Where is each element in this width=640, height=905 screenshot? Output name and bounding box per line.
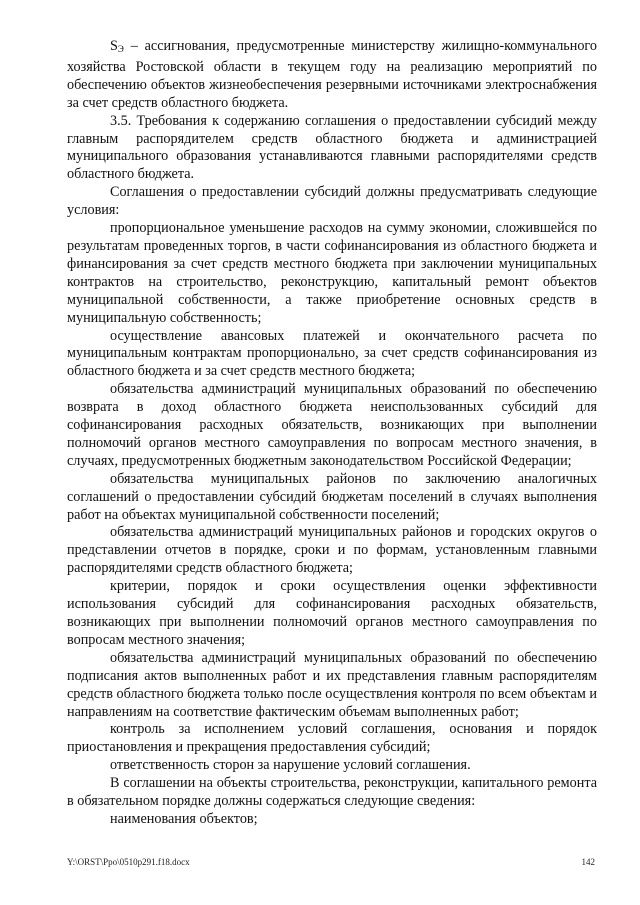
list-item: осуществление авансовых платежей и окончательного расчета по муниципальным контрактам пропорционально, за счет средств софинансирования из областного бюджета и за счет средств местного бюджета;: [67, 327, 597, 380]
list-item: ответственность сторон за нарушение условий соглашения.: [110, 757, 471, 774]
list-item: обязательства администраций муниципальных образований по обеспечению возврата в доход областного бюджета неиспользованных субсидий для софинансирования расходных обязательств, возникающих при выполнении полномочий органов местного самоуправления по вопросам местного значения, в случаях, предусмотренных бюджетным законодательством Российской Федерации;: [67, 381, 597, 469]
paragraph: 3.5. Требования к содержанию соглашения о предоставлении субсидий между главным распорядителем средств областного бюджета и администрацией муниципального образования устанавливаются главными распорядителями средств областного бюджета.: [67, 112, 597, 183]
list-item: обязательства администраций муниципальных районов и городских округов о представлении отчетов в порядке, сроки и по формам, установленным главными распорядителями средств областного бюджета;: [67, 524, 597, 577]
document-body: [67, 38, 597, 829]
symbol-subscript: Э: [117, 44, 124, 54]
list-item: обязательства администраций муниципальных образований по обеспечению подписания актов выполненных работ и их представления главным распорядителям средств областного бюджета только после осуществления контроля по всем объектам и направлениям на соответствие фактическим объемам выполненных работ;: [67, 649, 597, 720]
list-item: пропорциональное уменьшение расходов на сумму экономии, сложившейся по результатам проведенных торгов, в части софинансирования из областного бюджета и финансирования за счет средств местного бюджета при заключении муниципальных контрактов на строительство, реконструкцию, капитальный ремонт объектов муниципальной собственности, а также приобретение основных средств в муниципальную собственность;: [67, 220, 597, 326]
symbol-s: S: [110, 38, 118, 54]
paragraph: Соглашения о предоставлении субсидий должны предусматривать следующие условия:: [67, 184, 597, 219]
file-path: Y:\ORST\Ppo\0510p291.f18.docx: [67, 857, 190, 867]
list-item: контроль за исполнением условий соглашения, основания и порядок приостановления и прекращения предоставления субсидий;: [67, 721, 597, 756]
page-number: 142: [581, 857, 595, 867]
list-item: наименования объектов;: [110, 810, 258, 827]
list-item: обязательства муниципальных районов по заключению аналогичных соглашений о предоставлении субсидий бюджетам поселений в случаях выполнения работ на объектах муниципальной собственности поселений;: [67, 470, 597, 523]
paragraph-text: – ассигнования, предусмотренные министерству жилищно-коммунального хозяйства Ростовской области в текущем году на реализацию мероприятий по обеспечению объектов жизнеобеспечения резервными источниками электроснабжения за счет средств областного бюджета.: [67, 38, 597, 111]
formula-legend-paragraph: [67, 38, 597, 113]
paragraph: В соглашении на объекты строительства, реконструкции, капитального ремонта в обязательном порядке должны содержаться следующие сведения:: [67, 775, 597, 810]
list-item: критерии, порядок и сроки осуществления оценки эффективности использования субсидий для софинансирования расходных обязательств, возникающих при выполнении полномочий органов местного самоуправления по вопросам местного значения;: [67, 578, 597, 648]
